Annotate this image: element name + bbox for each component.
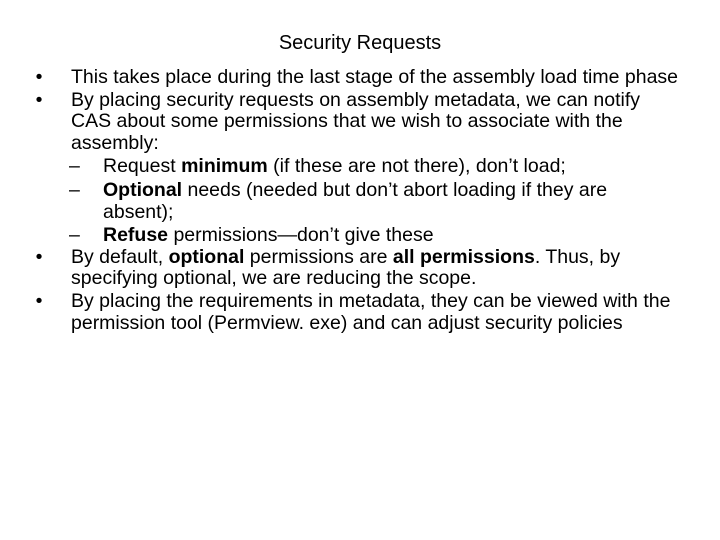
dash-marker: – — [69, 155, 80, 178]
bullet-text: By placing security requests on assembly metadata, we can notify CAS about some permissions that we wish to associate with the assembly: — [71, 88, 641, 154]
bullet-text: By placing the requirements in metadata, they can be viewed with the permission tool (Permview. exe) and can adjust security policies — [71, 289, 671, 334]
sub-bullet-item — [31, 156, 681, 178]
sub-bullet-post: (if these are not there), don’t load; — [267, 155, 566, 178]
sub-bullet-item — [31, 225, 681, 247]
bullet-bold: all permissions — [392, 245, 535, 268]
bullet-marker: • — [35, 245, 43, 268]
bullet-bold: optional — [168, 245, 245, 268]
bullet-text: This takes place during the last stage of the assembly load time phase — [71, 66, 679, 88]
sub-bullet-pre: Request — [103, 155, 182, 178]
bullet-marker: • — [35, 88, 43, 111]
sub-bullet-post: needs (needed but don’t abort loading if they are absent); — [103, 178, 608, 223]
sub-bullet-post: permissions—don’t give these — [168, 224, 434, 247]
dash-marker: – — [69, 224, 80, 247]
bullet-item — [31, 90, 681, 155]
bullet-marker: • — [35, 66, 43, 88]
bullet-text: By default, — [71, 245, 169, 268]
bullet-text: . Thus, by specifying optional, we are reducing the scope. — [71, 245, 621, 290]
sub-bullet-bold: Optional — [103, 178, 183, 201]
bullet-item — [31, 67, 681, 89]
slide-title: Security Requests — [278, 32, 442, 54]
sub-bullet-bold: Refuse — [103, 224, 169, 247]
sub-bullet-bold: minimum — [181, 155, 268, 178]
bullet-item — [31, 291, 681, 334]
sub-bullet-item — [31, 180, 681, 223]
dash-marker: – — [69, 178, 80, 201]
bullet-item — [31, 247, 681, 290]
bullet-marker: • — [35, 289, 43, 312]
bullet-text: permissions are — [244, 245, 393, 268]
slide-content — [31, 67, 681, 334]
